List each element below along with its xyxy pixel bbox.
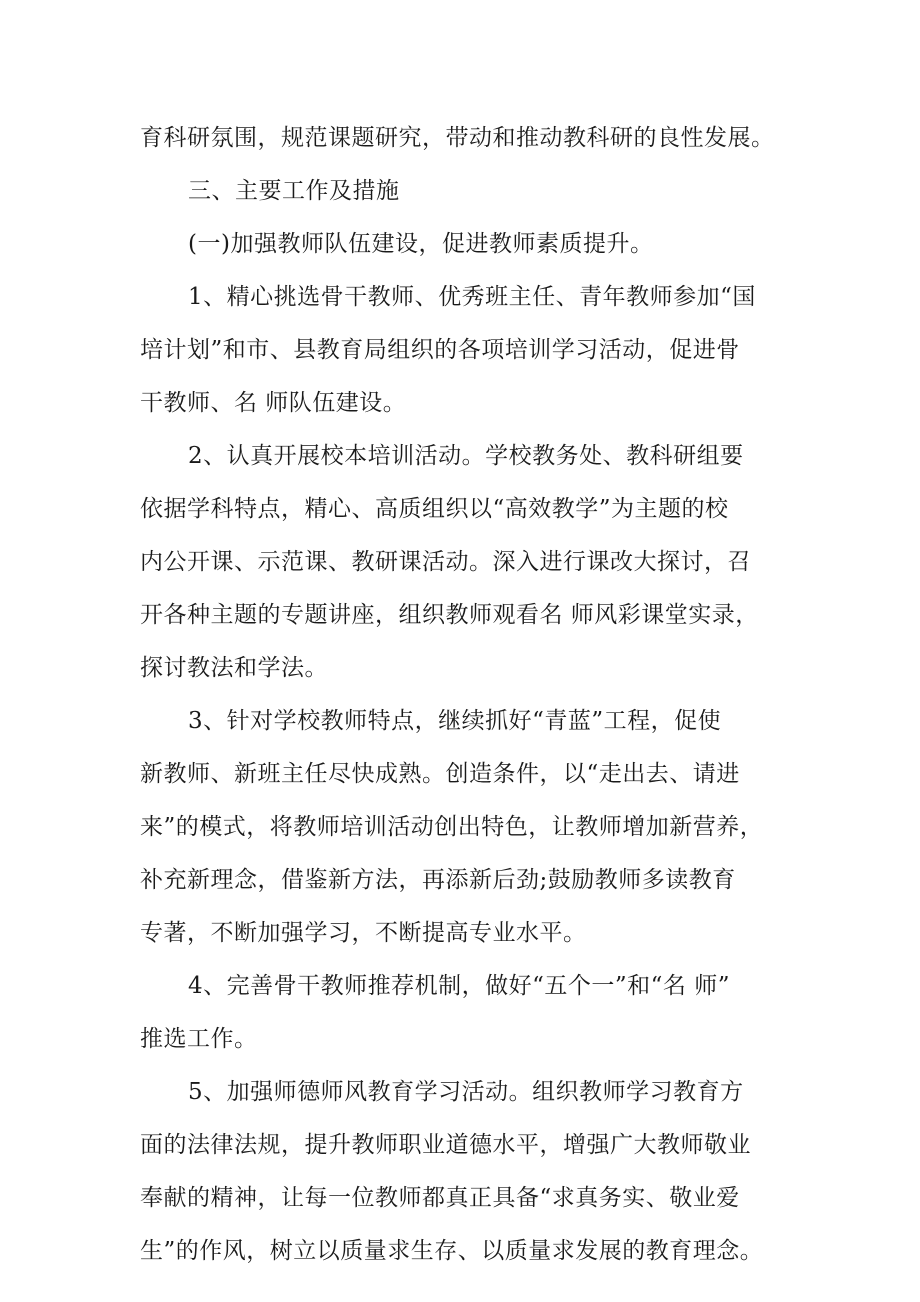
paragraph-line: 推选工作。	[140, 1026, 258, 1052]
paragraph-line: 干教师、名 师队伍建设。	[140, 390, 407, 416]
paragraph-line: 开各种主题的专题讲座，组织教师观看名 师风彩课堂实录，	[140, 602, 759, 628]
paragraph-line: 3、针对学校教师特点，继续抓好“青蓝”工程，促使	[188, 708, 722, 734]
paragraph-line: 专著，不断加强学习，不断提高专业水平。	[140, 920, 587, 946]
subsection-heading: (一)加强教师队伍建设，促进教师素质提升。	[188, 231, 654, 257]
paragraph-line: 补充新理念，借鉴新方法，再添新后劲;鼓励教师多读教育	[140, 867, 736, 893]
document-body	[140, 112, 785, 1278]
paragraph-line: 来”的模式，将教师培训活动创出特色，让教师增加新营养，	[140, 814, 764, 840]
paragraph-line: 1、精心挑选骨干教师、优秀班主任、青年教师参加“国	[188, 284, 756, 310]
paragraph-line: 5、加强师德师风教育学习活动。组织教师学习教育方	[188, 1079, 744, 1105]
paragraph-line: 依据学科特点，精心、高质组织以“高效教学”为主题的校	[140, 496, 729, 522]
paragraph-line: 奉献的精神，让每一位教师都真正具备“求真务实、敬业爱	[140, 1185, 740, 1211]
paragraph-line: 2、认真开展校本培训活动。学校教务处、教科研组要	[188, 443, 744, 469]
paragraph-line: 面的法律法规，提升教师职业道德水平，增强广大教师敬业	[140, 1132, 751, 1158]
paragraph-line: 培计划”和市、县教育局组织的各项培训学习活动，促进骨	[140, 337, 740, 363]
paragraph-line: 4、完善骨干教师推荐机制，做好“五个一”和“名 师”	[188, 973, 730, 999]
paragraph-line-continuation: 育科研氛围，规范课题研究，带动和推动教科研的良性发展。	[140, 125, 775, 151]
paragraph-line: 探讨教法和学法。	[140, 655, 328, 681]
paragraph-line: 新教师、新班主任尽快成熟。创造条件，以“走出去、请进	[140, 761, 740, 787]
paragraph-line: 生”的作风，树立以质量求生存、以质量求发展的教育理念。	[140, 1238, 764, 1264]
paragraph-line: 内公开课、示范课、教研课活动。深入进行课改大探讨，召	[140, 549, 751, 575]
section-heading: 三、主要工作及措施	[188, 178, 400, 204]
